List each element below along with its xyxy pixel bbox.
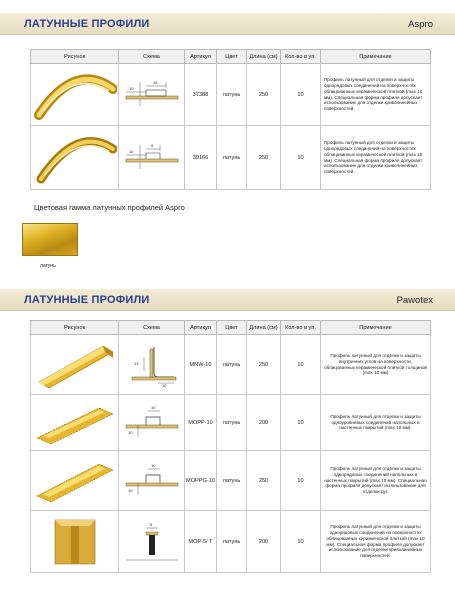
section-title: ЛАТУННЫЕ ПРОФИЛИ [24,18,150,30]
table-header-row [31,321,431,335]
table-row [31,451,431,511]
sku-cell: MOPP-10 [185,395,217,451]
brand-name: Pawotex [396,295,433,306]
dim-label: 10 [150,462,155,468]
col-header-note: Примечание [321,50,431,64]
dim-label: 10 [127,429,132,435]
col-header-color: Цвет [217,321,247,335]
color-cell: латунь [217,335,247,395]
note-cell: Профиль латунный для отделки и защиты одноуровневых соединений напольных и настенных покрытий (max 10 мм). [321,395,431,451]
color-gamut-title: Цветовая гамма латунных профилей Aspro [34,203,185,212]
dim-label: 10 [128,148,133,154]
color-cell: латунь [217,451,247,511]
qty-cell: 10 [281,395,321,451]
length-cell: 200 [247,511,281,573]
table-header-row [31,50,431,64]
col-header-picture: Рисунок [31,50,119,64]
col-header-qty: Кол-во в уп. [281,50,321,64]
color-cell: латунь [217,395,247,451]
table-row [31,64,431,126]
dim-label: 10 [127,487,132,493]
col-header-picture: Рисунок [31,321,119,335]
profile-image [31,64,119,126]
table-row [31,511,431,573]
note-cell: Профиль латунный для отделки и защиты однорядовых соединений напольных и настенных покрытий (max 10 мм). Специальная форма профиля допускает использование для отделки дуг. [321,451,431,511]
length-cell: 250 [247,64,281,126]
length-cell: 250 [247,451,281,511]
section-title: ЛАТУННЫЕ ПРОФИЛИ [24,294,150,306]
brass-color-swatch [22,223,78,256]
dim-label: 16 [152,79,157,85]
length-cell: 250 [247,335,281,395]
sku-cell: 37388 [185,64,217,126]
col-header-schema: Схема [119,50,185,64]
swatch-label: латунь [40,263,56,269]
col-header-sku: Артикул [185,321,217,335]
profile-schema [119,451,185,511]
qty-cell: 10 [281,126,321,190]
col-header-length: Длина (см) [247,50,281,64]
sku-cell: MOP-5/ T [185,511,217,573]
qty-cell: 10 [281,511,321,573]
sku-cell: MNW-10 [185,335,217,395]
dim-label: 9 [150,142,153,148]
sku-cell: 39166 [185,126,217,190]
profile-image [31,395,119,451]
note-cell: Профиль латунный для отделки и защиты внутренних углов на поверхности, облицованных керамической плиткой толщиной (max 10 мм) [321,335,431,395]
color-cell: латунь [217,64,247,126]
table-row [31,395,431,451]
color-cell: латунь [217,126,247,190]
col-header-sku: Артикул [185,50,217,64]
col-header-length: Длина (см) [247,321,281,335]
color-cell: латунь [217,511,247,573]
sku-cell: MOPPG-10 [185,451,217,511]
profiles-table-pawotex [30,320,431,573]
table-row [31,335,431,395]
section-header-aspro [0,13,455,35]
profile-image [31,335,119,395]
dim-label: 10 [150,404,155,410]
length-cell: 250 [247,126,281,190]
qty-cell: 10 [281,335,321,395]
profile-image [31,126,119,190]
col-header-schema: Схема [119,321,185,335]
dim-label: 5 [149,521,152,527]
col-header-color: Цвет [217,50,247,64]
table-row [31,126,431,190]
profile-schema [119,511,185,573]
dim-label: 10 [161,382,166,387]
note-cell: Профиль латунный для отделки и защиты однорядовых соединений на поверхностях облицованных керамической плиткой (max 10 мм). Специальная форма профиля допускает использование для отделки криволинейных поверхностей. [321,126,431,190]
dim-label: 10 [128,85,133,91]
section-header-pawotex [0,289,455,311]
col-header-qty: Кол-во в уп. [281,321,321,335]
note-cell: Профиль латунный для отделки и защиты однорядовых соединений на поверхностях облицованных керамической плиткой (max 10 мм). Специальная форма профиля допускает использование для отделки криволинейных поверхностей. [321,511,431,573]
qty-cell: 10 [281,451,321,511]
dim-label: 13 [133,360,138,366]
col-header-note: Примечание [321,321,431,335]
qty-cell: 10 [281,64,321,126]
profile-image [31,511,119,573]
note-cell: Профиль латунный для отделки и защиты однорядовых соединений на поверхностях облицованных керамической плиткой (max 10 мм). Специальная форма профиля допускает использование для отделки криволинейных поверхностей. [321,64,431,126]
brand-name: Aspro [408,19,433,30]
profile-schema [119,395,185,451]
profile-schema [119,126,185,190]
profile-image [31,451,119,511]
length-cell: 200 [247,395,281,451]
profile-schema [119,64,185,126]
profiles-table-aspro [30,49,431,190]
profile-schema [119,335,185,395]
